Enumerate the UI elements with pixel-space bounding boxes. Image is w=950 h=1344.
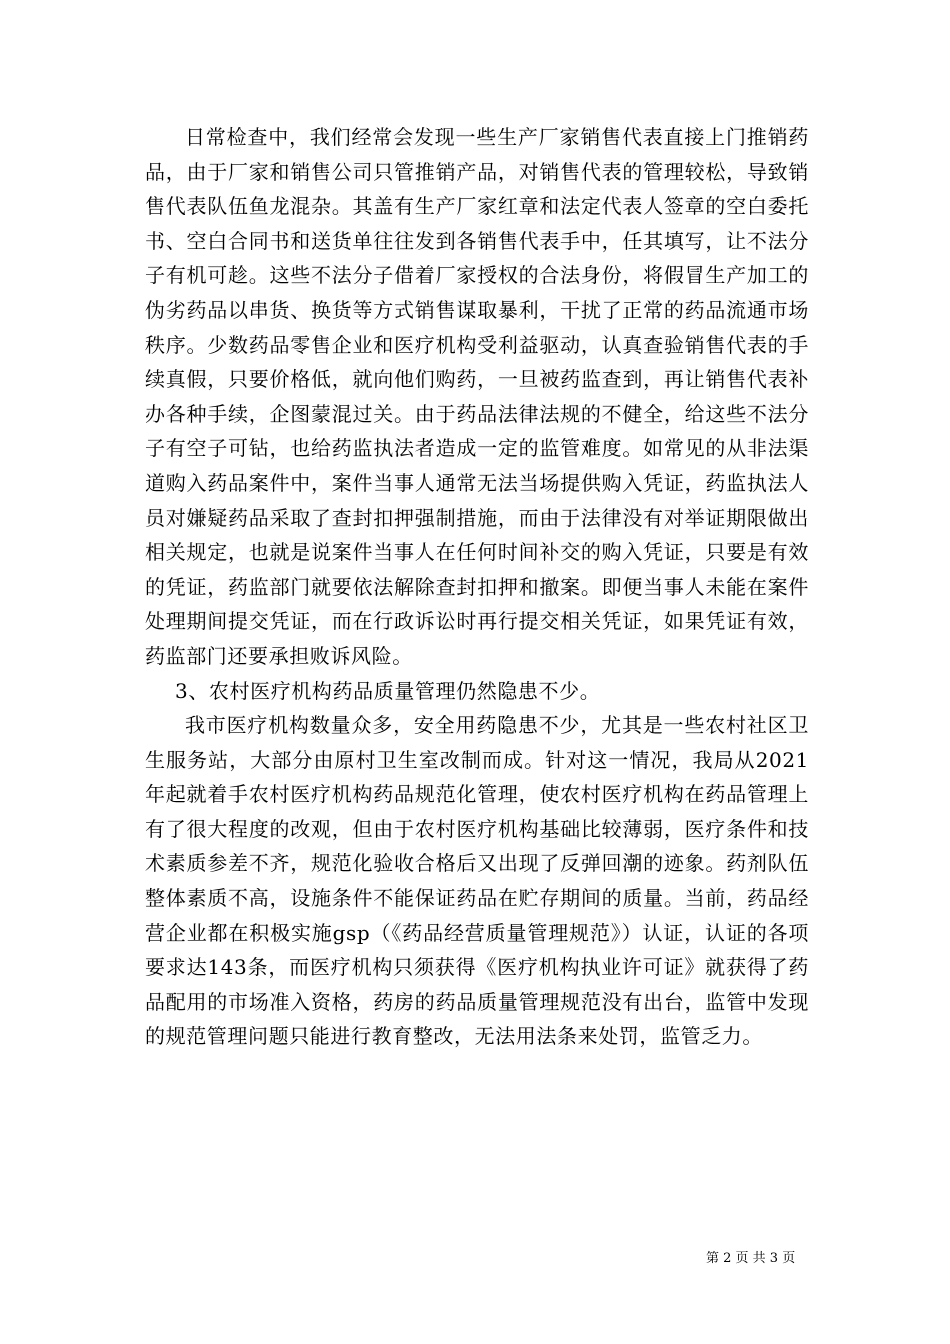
- paragraph-sales-rep-issues: 日常检查中，我们经常会发现一些生产厂家销售代表直接上门推销药品，由于厂家和销售公司只管推销产品，对销售代表的管理较松，导致销售代表队伍鱼龙混杂。其盖有生产厂家红章和法定代表人签章的空白委托书、空白合同书和送货单往往发到各销售代表手中，任其填写，让不法分子有机可趁。这些不法分子借着厂家授权的合法身份，将假冒生产加工的伪劣药品以串货、换货等方式销售谋取暴利，干扰了正常的药品流通市场秩序。少数药品零售企业和医疗机构受利益驱动，认真查验销售代表的手续真假，只要价格低，就向他们购药，一旦被药监查到，再让销售代表补办各种手续，企图蒙混过关。由于药品法律法规的不健全，给这些不法分子有空子可钻，也给药监执法者造成一定的监管难度。如常见的从非法渠道购入药品案件中，案件当事人通常无法当场提供购入凭证，药监执法人员对嫌疑药品采取了查封扣押强制措施，而由于法律没有对举证期限做出相关规定，也就是说案件当事人在任何时间补交的购入凭证，只要是有效的凭证，药监部门就要依法解除查封扣押和撤案。即便当事人未能在案件处理期间提交凭证，而在行政诉讼时再行提交相关凭证，如果凭证有效，药监部门还要承担败诉风险。: [145, 125, 809, 668]
- section-heading-rural-medical: 3、农村医疗机构药品质量管理仍然隐患不少。: [175, 678, 601, 703]
- page-number: 第 2 页 共 3 页: [706, 1251, 796, 1266]
- document-body: [145, 120, 809, 1054]
- paragraph-rural-medical: 我市医疗机构数量众多，安全用药隐患不少，尤其是一些农村社区卫生服务站，大部分由原村卫生室改制而成。针对这一情况，我局从2021年起就着手农村医疗机构药品规范化管理，使农村医疗机构在药品管理上有了很大程度的改观，但由于农村医疗机构基础比较薄弱，医疗条件和技术素质参差不齐，规范化验收合格后又出现了反弹回潮的迹象。药剂队伍整体素质不高，设施条件不能保证药品在贮存期间的质量。当前，药品经营企业都在积极实施gsp（《药品经营质量管理规范》）认证，认证的各项要求达143条，而医疗机构只须获得《医疗机构执业许可证》就获得了药品配用的市场准入资格，药房的药品质量管理规范没有出台，监管中发现的规范管理问题只能进行教育整改，无法用法条来处罚，监管乏力。: [145, 713, 809, 1049]
